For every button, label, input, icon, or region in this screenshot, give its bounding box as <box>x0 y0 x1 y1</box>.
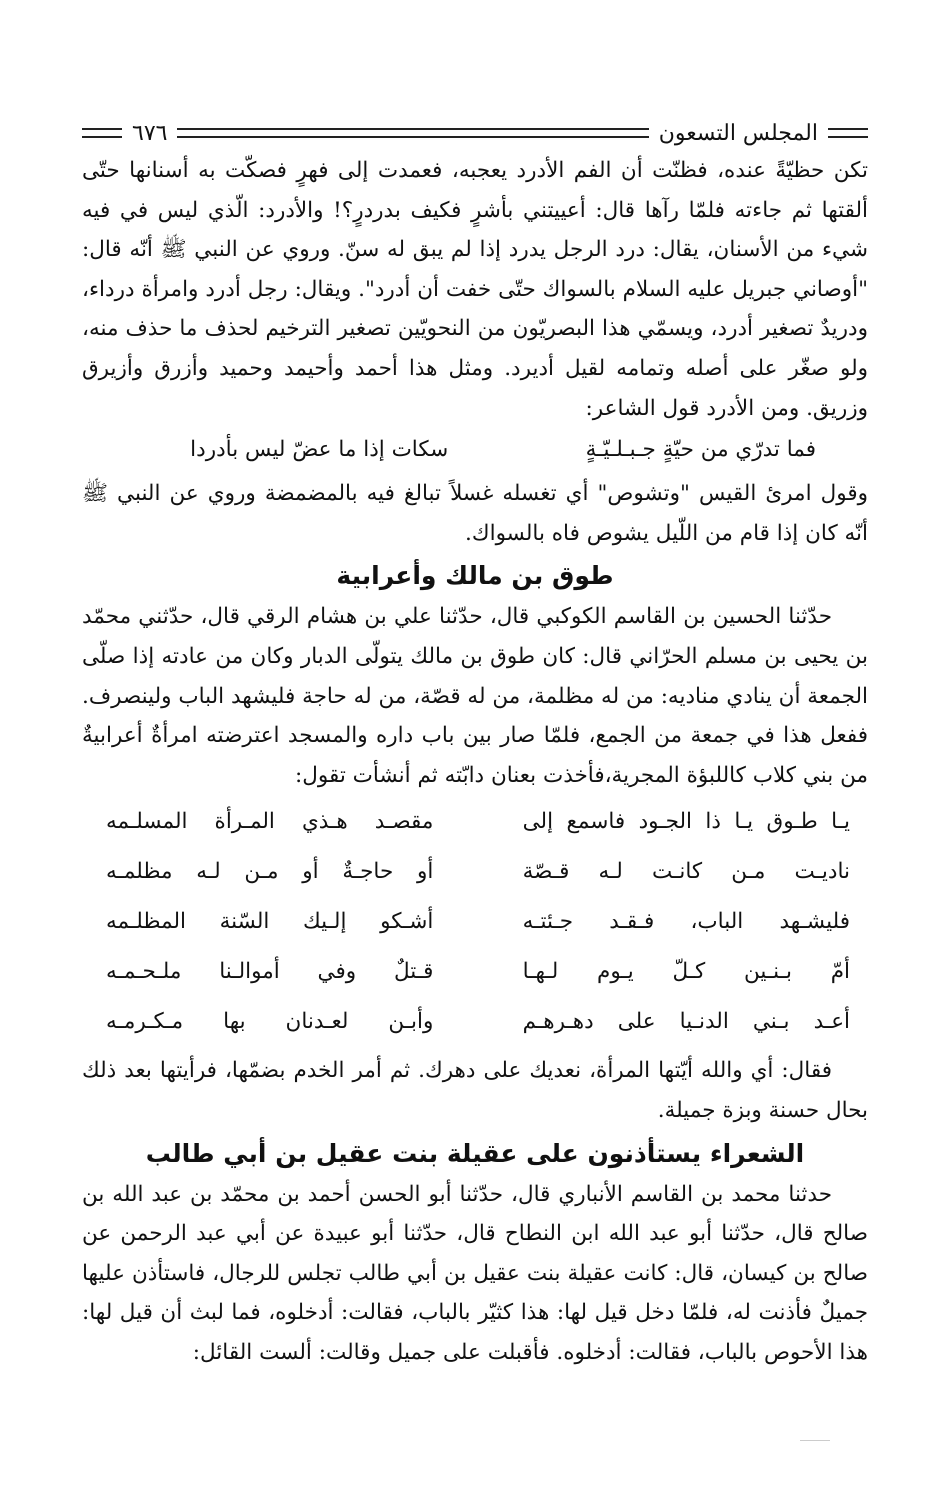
verse-second-hemistich: سكات إذا ما عضّ ليس بأدردا <box>190 437 449 463</box>
verse-first-hemistich: فما تدرّي من حيّةٍ جـبـلـيّـةٍ <box>585 437 816 463</box>
section-heading-aqila: الشعراء يستأذنون على عقيلة بنت عقيل بن أبي طالب <box>145 1138 805 1168</box>
header-rule-right <box>82 128 122 138</box>
verse <box>82 847 868 897</box>
header-rule-left <box>828 128 868 138</box>
section-1-closing: فقال: أي والله أيّتها المرأة، نعديك على دهرك. ثم أمر الخدم بضمّها، فرأيتها بعد ذلك بحال حسنة وبزة جميلة. <box>82 1058 868 1123</box>
verse-second-hemistich: أشـكو إلـيك السّنة المظلـمه <box>106 909 434 935</box>
verse-first-hemistich: أعـد بـني الدنـيا على دهـرهـم <box>522 1009 850 1035</box>
page-number: ٦٧٦ <box>132 120 168 146</box>
verse <box>82 797 868 847</box>
poem-single-verse <box>82 430 868 470</box>
footer-mark <box>800 1440 830 1443</box>
verse-second-hemistich: قـتلٌ وفي أموالـنا ملـحـمـه <box>106 959 434 985</box>
section-1-paragraph: حدّثنا الحسين بن القاسم الكوكبي قال، حدّثنا علي بن هشام الرقي قال، حدّثني محمّد بن يحيى بن مسلم الحرّاني قال: كان طوق بن مالك يتولّى الدبار وكان من عادته إذا صلّى الجمعة أن ينادي مناديه: من له مظلمة، من له قصّة، من له حاجة فليشهد الباب ولينصرف. ففعل هذا في جمعة من الجمع، فلمّا صار بين باب داره والمسجد اعترضته امرأةٌ أعرابيةٌ من بني كلاب كاللبؤة المجرية،فأخذت بعنان دابّته ثم أنشأت تقول: <box>81 604 868 788</box>
section-2-paragraph: حدثنا محمد بن القاسم الأنباري قال، حدّثنا أبو الحسن أحمد بن محمّد بن عبد الله بن صالح قال، حدّثنا أبو عبد الله ابن النطاح قال، حدّثنا أبو عبيدة عن أبي عبد الرحمن عن صالح بن كيسان، قال: كانت عقيلة بنت عقيل بن أبي طالب تجلس للرجال، فاستأذن عليها جميلٌ فأذنت له، فلمّا دخل قيل لها: هذا كثيّر بالباب، فقالت: أدخلوه، فما لبث أن قيل لها: هذا الأحوص بالباب، فقالت: أدخلوه. فأقبلت على جميل وقالت: ألست القائل: <box>82 1181 868 1365</box>
verse <box>82 947 868 997</box>
verse-second-hemistich: وأبـن لعـدنان بها مـكـرمـه <box>106 1009 434 1035</box>
verse-second-hemistich: مقصـد هـذي المـرأة المسلـمه <box>106 809 434 835</box>
section-heading-tawq: طوق بن مالك وأعرابية <box>336 561 614 591</box>
verse-second-hemistich: أو حاجـةٌ أو مـن لـه مظلمـه <box>106 859 434 885</box>
verse-first-hemistich: يـا طـوق يـا ذا الجـود فاسمع إلى <box>522 809 850 835</box>
verse <box>82 997 868 1047</box>
running-header <box>82 115 868 151</box>
verse-first-hemistich: فليشـهد الباب، فـقـد جـئتـه <box>522 909 850 935</box>
verse <box>82 430 868 470</box>
verse <box>82 897 868 947</box>
verse-first-hemistich: ناديـت مـن كانـت لـه قـصّة <box>522 859 850 885</box>
verse-first-hemistich: أمّ بـنـين كـلّ يـوم لـهـا <box>522 959 850 985</box>
page <box>82 115 868 1372</box>
chapter-title: المجلس التسعون <box>658 120 818 146</box>
opening-paragraph: تكن حظيّةً عنده، فظنّت أن الفم الأدرد يعجبه، فعمدت إلى فهرٍ فصكّت به أسنانها حتّى ألقتها ثم جاءته فلمّا رآها قال: أعييتني بأشرٍ فكيف بدردرٍ؟! والأدرد: الّذي ليس في فيه شيء من الأسنان، يقال: درد الرجل يدرد إذا لم يبق له سنّ. وروي عن النبي ﷺ أنّه قال: "أوصاني جبريل عليه السلام بالسواك حتّى خفت أن أدرد". ويقال: رجل أدرد وامرأة درداء، ودريدٌ تصغير أدرد، ويسمّي هذا البصريّون من النحويّين تصغير الترخيم لحذف ما حذف منه، ولو صغّر على أصله وتمامه لقيل أديرد. ومثل هذا أحمد وأحيمد وحميد وأزرق وأزيرق وزريق. ومن الأدرد قول الشاعر: <box>82 158 868 421</box>
poem-tawq <box>82 797 868 1047</box>
header-rule-middle <box>177 128 648 138</box>
after-poem-paragraph: وقول امرئ القيس "وتشوص" أي تغسله غسلاً تبالغ فيه بالمضمضة وروي عن النبي ﷺ أنّه كان إذا قام من اللّيل يشوص فاه بالسواك. <box>82 481 868 546</box>
